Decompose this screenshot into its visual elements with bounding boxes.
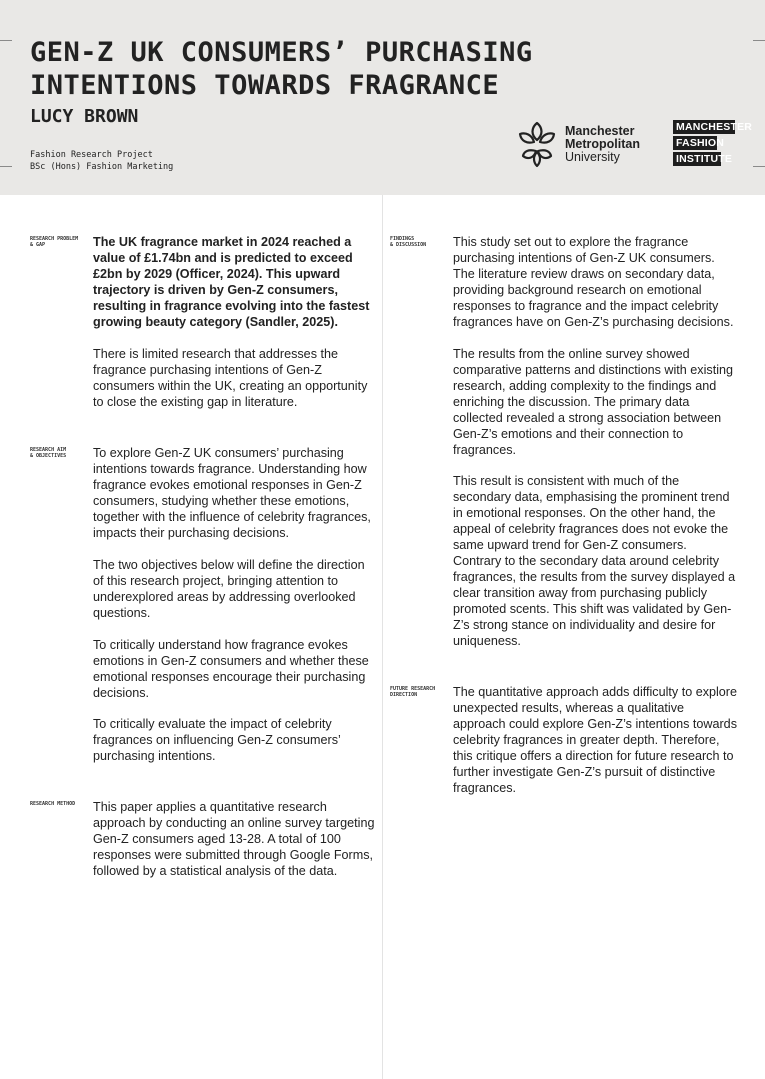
crop-mark xyxy=(0,166,12,167)
label-line: & OBJECTIVES xyxy=(30,453,67,459)
project-type: Fashion Research Project xyxy=(30,150,153,160)
project-meta xyxy=(30,149,173,173)
aim-paragraph: To explore Gen-Z UK consumers’ purchasing intentions towards fragrance. Understanding how fragrance evokes emotional responses in Gen-Z consumers, studying whether these emotions, together with the influence of celebrity fragrances, impacts their purchasing decisions. xyxy=(93,446,371,540)
mmu-word: University xyxy=(565,149,620,164)
research-gap-paragraph: There is limited research that addresses the fragrance purchasing intentions of Gen-Z consumers within the UK, creating an opportunity to close the existing gap in literature. xyxy=(93,347,368,409)
label-line: RESEARCH PROBLEM xyxy=(30,236,79,242)
intro-paragraph: The UK fragrance market in 2024 reached a value of £1.74bn and is predicted to exceed £2bn by 2029 (Officer, 2024). This upward trajectory is driven by Gen-Z consumers, resulting in fragrance evolving into the fastest growing beauty category (Sandler, 2025). xyxy=(93,235,370,329)
findings-paragraph-2: The results from the online survey showed comparative patterns and distinctions with existing research, adding complexity to the findings and enriching the discussion. The primary data collected revealed a strong association between Gen-Z’s emotions and their connection to fragrances. xyxy=(453,347,734,457)
future-research-paragraph: The quantitative approach adds difficulty to explore unexpected results, whereas a qualitative approach could explore Gen-Z’s intentions towards celebrity fragrances in greater depth. Therefore, this critique offers a direction for future research to further investigate Gen-Z’s pursuit of distinctive fragrances. xyxy=(453,685,738,795)
section-label-research-aim xyxy=(30,447,80,459)
findings-paragraph-1: This study set out to explore the fragrance purchasing intentions of Gen-Z UK consumers. The literature review draws on secondary data, providing background research on emotional responses to fragrance and the impact celebrity fragrances have on Gen-Z’s purchasing decisions. xyxy=(453,235,734,329)
objective-two-paragraph: To critically evaluate the impact of celebrity fragrances on influencing Gen-Z consumers’ purchasing intentions. xyxy=(93,717,341,763)
mmu-word: Manchester xyxy=(565,123,635,138)
crop-mark xyxy=(0,40,12,41)
mfi-word: INSTITUTE xyxy=(673,152,721,166)
poster-title xyxy=(30,36,533,102)
label-line: DIRECTION xyxy=(390,692,418,698)
crop-mark xyxy=(753,40,765,41)
section-label-research-problem xyxy=(30,236,80,248)
mmu-wordmark xyxy=(565,125,640,164)
method-paragraph: This paper applies a quantitative research approach by conducting an online survey targeting Gen-Z consumers aged 13-28. A total of 100 responses were submitted through Google Forms, followed by a statistical analysis of the data. xyxy=(93,800,375,878)
mmu-logo xyxy=(514,120,640,168)
mmu-word: Metropolitan xyxy=(565,136,640,151)
label-line: RESEARCH METHOD xyxy=(30,801,76,807)
section-label-findings xyxy=(390,236,440,248)
findings-paragraph-3: This result is consistent with much of the secondary data, emphasising the prominent trend in emotional responses. On the other hand, the appeal of celebrity fragrances does not evoke the same upward trend for Gen-Z consumers. Contrary to the secondary data around celebrity fragrances, the results from the survey displayed a clear transition away from purchasing publicly promoted scents. This shift was validated by Gen-Z’s strong stance on individuality and desire for uniqueness. xyxy=(453,474,736,648)
section-label-research-method xyxy=(30,801,80,807)
label-line: & DISCUSSION xyxy=(390,242,427,248)
objectives-intro-paragraph: The two objectives below will define the direction of this research project, bringing attention to underexplored areas by addressing overlooked questions. xyxy=(93,558,365,620)
mfi-word: MANCHESTER xyxy=(673,120,735,134)
section-label-future-research xyxy=(390,686,440,698)
mfi-logo xyxy=(673,120,753,168)
title-line: GEN-Z UK CONSUMERS’ PURCHASING xyxy=(30,37,533,68)
poster-header xyxy=(0,0,765,195)
label-line: & GAP xyxy=(30,242,46,248)
label-line: RESEARCH AIM xyxy=(30,447,67,453)
author-name: LUCY BROWN xyxy=(30,106,139,127)
column-divider xyxy=(382,195,383,1079)
objective-one-paragraph: To critically understand how fragrance evokes emotions in Gen-Z consumers and whether these emotional responses encourage their purchasing decisions. xyxy=(93,638,369,700)
degree-programme: BSc (Hons) Fashion Marketing xyxy=(30,162,174,172)
label-line: FUTURE RESEARCH xyxy=(390,686,436,692)
mfi-word: FASHION xyxy=(673,136,717,150)
label-line: FINDINGS xyxy=(390,236,415,242)
title-line: INTENTIONS TOWARDS FRAGRANCE xyxy=(30,70,500,101)
crop-mark xyxy=(753,166,765,167)
mmu-flower-icon xyxy=(514,120,560,168)
